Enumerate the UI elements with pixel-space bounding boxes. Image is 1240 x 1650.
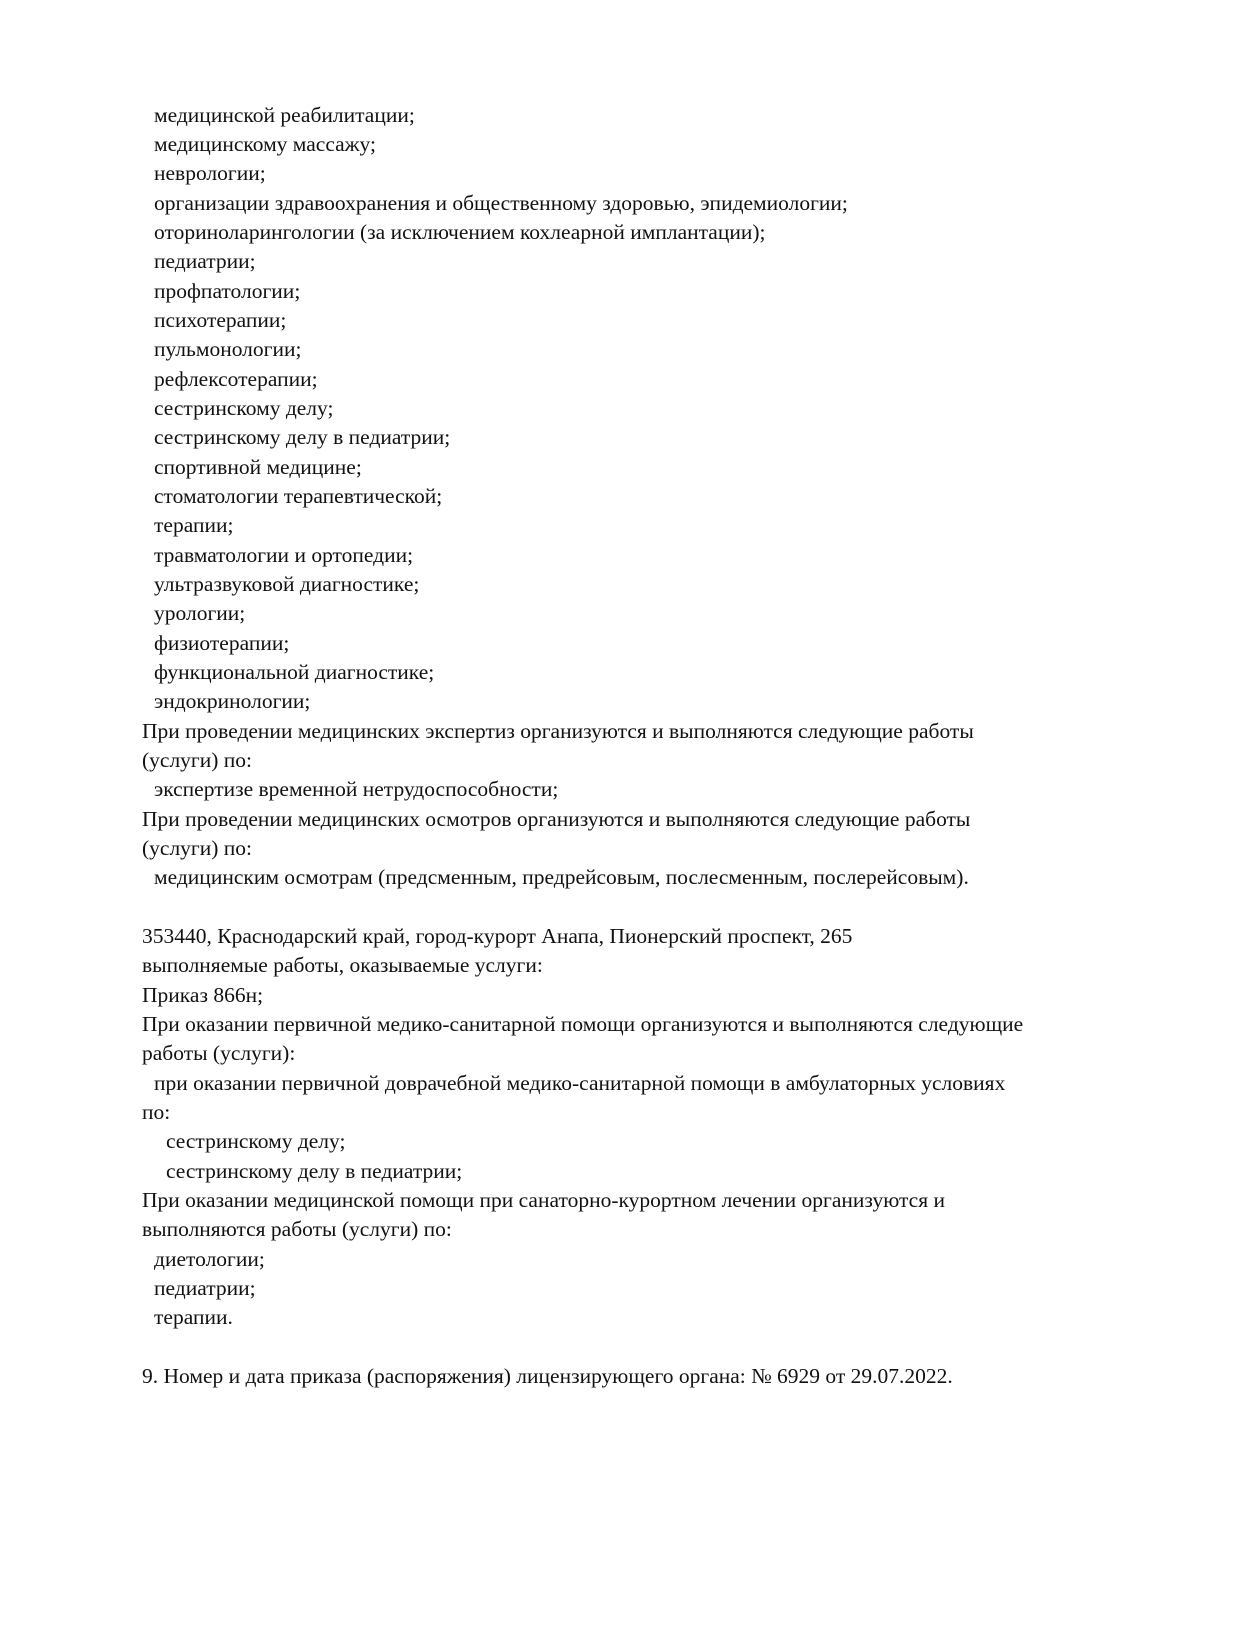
list-item: экспертизе временной нетрудоспособности; [154,777,559,801]
list-item: медицинским осмотрам (предсменным, предрейсовым, послесменным, послерейсовым). [154,865,969,889]
list-item: стоматологии терапевтической; [154,484,443,508]
list-item: педиатрии; [154,249,256,273]
list-item: травматологии и ортопедии; [154,543,414,567]
order-reference: Приказ 866н; [142,983,264,1007]
primary-care-heading: При оказании первичной медико-санитарной помощи организуются и выполняются следующие [142,1012,1024,1036]
primary-care-subheading-cont: по: [142,1100,171,1124]
section-9-order-info: 9. Номер и дата приказа (распоряжения) лицензирующего органа: № 6929 от 29.07.2022. [142,1364,953,1388]
works-label: выполняемые работы, оказываемые услуги: [142,953,543,977]
checkups-heading: При проведении медицинских осмотров организуются и выполняются следующие работы [142,807,971,831]
primary-care-subheading: при оказании первичной доврачебной медико-санитарной помощи в амбулаторных условиях [154,1071,1006,1095]
list-item: психотерапии; [154,308,287,332]
primary-care-heading-cont: работы (услуги): [142,1041,296,1065]
list-item: профпатологии; [154,279,301,303]
list-item: эндокринологии; [154,689,311,713]
address: 353440, Краснодарский край, город-курорт Анапа, Пионерский проспект, 265 [142,924,853,948]
list-item: диетологии; [154,1247,265,1271]
list-item: неврологии; [154,161,266,185]
list-item: сестринскому делу в педиатрии; [154,425,451,449]
list-item: урологии; [154,601,246,625]
list-item: сестринскому делу; [166,1129,346,1153]
list-item: спортивной медицине; [154,455,362,479]
list-item: терапии; [154,513,234,537]
list-item: медицинской реабилитации; [154,103,415,127]
list-item: организации здравоохранения и общественному здоровью, эпидемиологии; [154,191,848,215]
list-item: оториноларингологии (за исключением кохлеарной имплантации); [154,220,766,244]
list-item: терапии. [154,1305,233,1329]
list-item: пульмонологии; [154,337,302,361]
list-item: педиатрии; [154,1276,256,1300]
checkups-heading-cont: (услуги) по: [142,836,253,860]
list-item: функциональной диагностике; [154,660,435,684]
expertise-heading: При проведении медицинских экспертиз организуются и выполняются следующие работы [142,719,974,743]
expertise-heading-cont: (услуги) по: [142,748,253,772]
list-item: рефлексотерапии; [154,367,318,391]
list-item: физиотерапии; [154,631,290,655]
sanatorium-heading: При оказании медицинской помощи при санаторно-курортном лечении организуются и [142,1188,945,1212]
list-item: медицинскому массажу; [154,132,376,156]
list-item: сестринскому делу; [154,396,334,420]
sanatorium-heading-cont: выполняются работы (услуги) по: [142,1217,452,1241]
list-item: сестринскому делу в педиатрии; [166,1159,463,1183]
list-item: ультразвуковой диагностике; [154,572,420,596]
